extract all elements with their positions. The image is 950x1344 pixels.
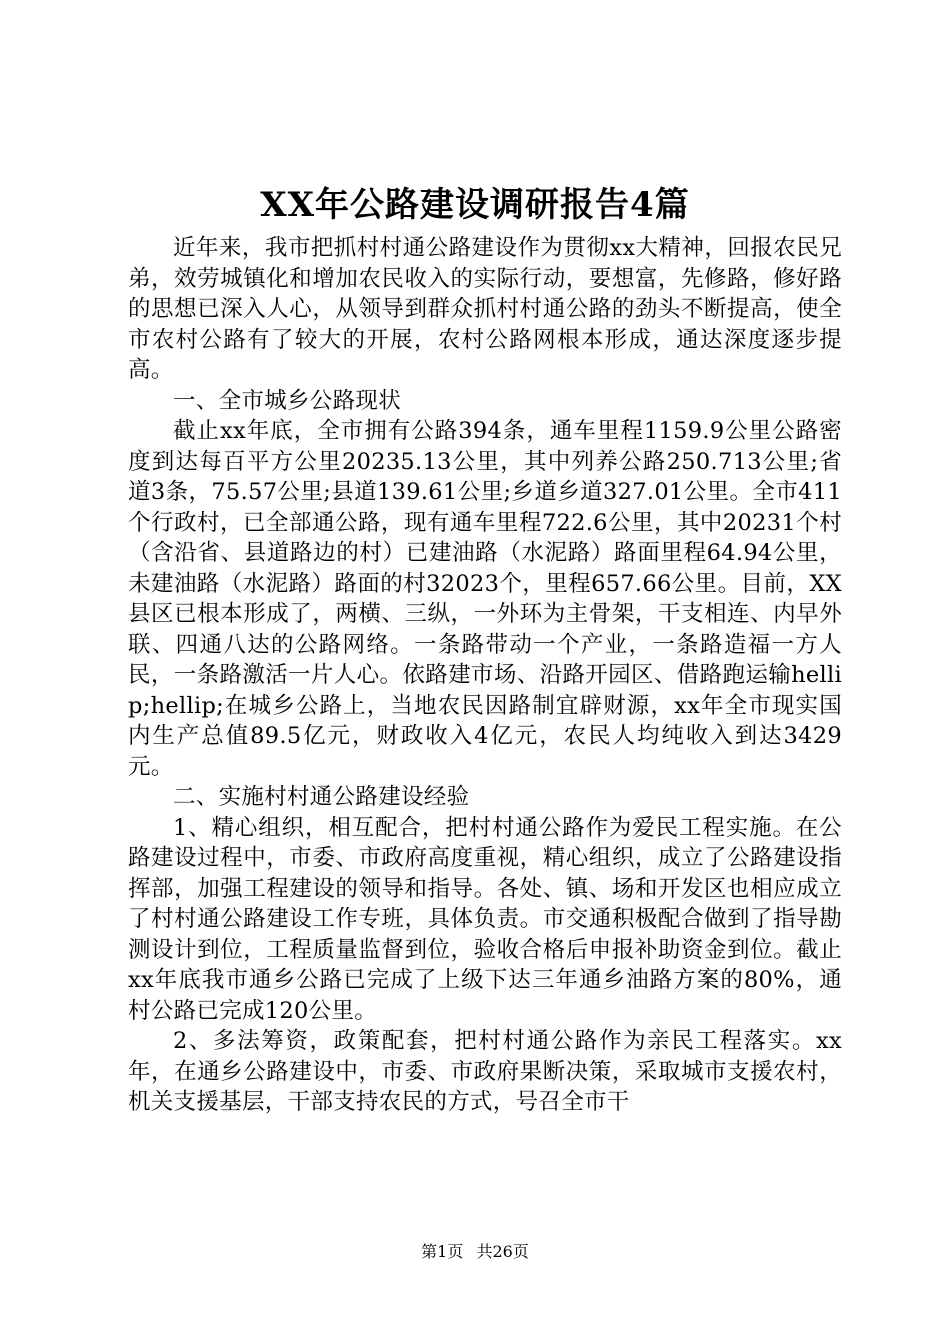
document-title: XX年公路建设调研报告4篇 xyxy=(260,185,690,225)
section-heading-1: 一、全市城乡公路现状 xyxy=(173,387,402,414)
paragraph-status: 截止xx年底，全市拥有公路394条，通车里程1159.9公里公路密度到达每百平方公里20235.13公里，其中列养公路250.713公里;省道3条，75.57公里;县道139.61公里;乡道乡道327.01公里。全市411个行政村，已全部通公路，现有通车里程722.6公里，其中20231个村（含沿省、县道路边的村）已建油路（水泥路）路面里程64.94公里，未建油路（水泥路）路面的村32023个，里程657.66公里。目前，XX县区已根本形成了，两横、三纵，一外环为主骨架，干支相连、内早外联、四通八达的公路网络。一条路带动一个产业，一条路造福一方人民，一条路激活一片人心。依路建市场、沿路开园区、借路跑运输hellip;hellip;在城乡公路上，当地农民因路制宜辟财源，xx年全市现实国内生产总值89.5亿元，财政收入4亿元，农民人均纯收入到达3429元。 xyxy=(128,418,842,780)
paragraph-experience-1: 1、精心组织，相互配合，把村村通公路作为爱民工程实施。在公路建设过程中，市委、市政府高度重视，精心组织，成立了公路建设指挥部，加强工程建设的领导和指导。各处、镇、场和开发区也相应成立了村村通公路建设工作专班，具体负责。市交通积极配合做到了指导勘测设计到位，工程质量监督到位，验收合格后申报补助资金到位。截止xx年底我市通乡公路已完成了上级下达三年通乡油路方案的80%，通村公路已完成120公里。 xyxy=(128,814,842,1024)
paragraph-experience-2: 2、多法筹资，政策配套，把村村通公路作为亲民工程落实。xx年，在通乡公路建设中，市委、市政府果断决策，采取城市支援农村，机关支援基层，干部支持农民的方式，号召全市干 xyxy=(128,1028,842,1115)
section-heading-2: 二、实施村村通公路建设经验 xyxy=(173,784,470,810)
paragraph-intro: 近年来，我市把抓村村通公路建设作为贯彻xx大精神，回报农民兄弟，效劳城镇化和增加农民收入的实际行动，要想富，先修路，修好路的思想已深入人心，从领导到群众抓村村通公路的劲头不断提高，使全市农村公路有了较大的开展，农村公路网根本形成，通达深度逐步提高。 xyxy=(128,235,842,383)
page-number: 第1页 xyxy=(421,1242,464,1261)
document-body xyxy=(128,233,842,1118)
page-footer xyxy=(0,1240,950,1264)
page-total: 共26页 xyxy=(476,1242,529,1261)
